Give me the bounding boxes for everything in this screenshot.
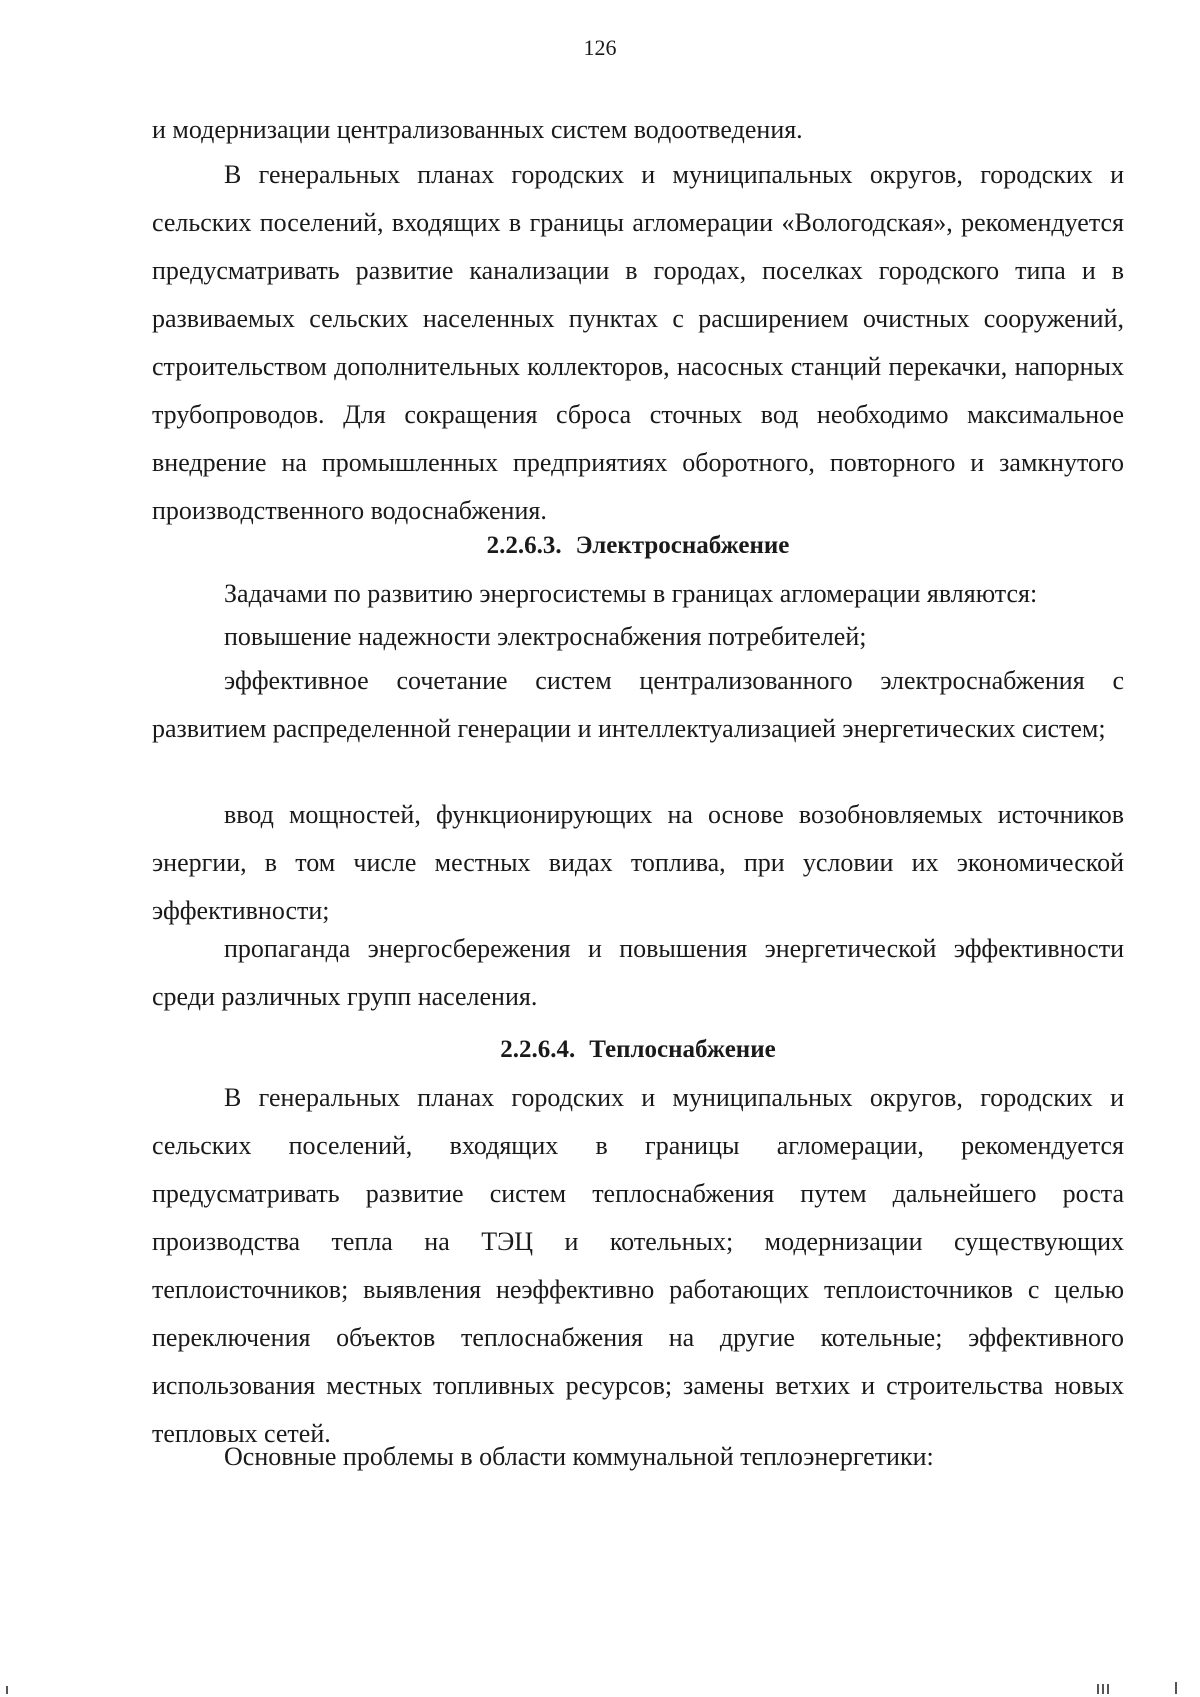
scan-artifact: [6, 1686, 8, 1694]
list-item-renewables: ввод мощностей, функционирующих на основе возобновляемых источников энергии, в том числе местных видах топлива, при условии их экономической эффективности;: [152, 800, 1124, 925]
scan-artifact: [1107, 1684, 1109, 1694]
paragraph-energy-tasks: Задачами по развитию энергосистемы в границах агломерации являются:: [224, 579, 1038, 608]
page-number: 126: [583, 35, 617, 60]
list-item-combination: эффективное сочетание систем централизованного электроснабжения с развитием распределенной генерации и интеллектуализацией энергетических систем;: [152, 666, 1124, 743]
scan-artifact: [1175, 1682, 1177, 1694]
section-number: 2.2.6.4.: [500, 1036, 576, 1063]
section-heading-heat: [152, 1030, 1124, 1070]
scan-artifact: [1102, 1684, 1104, 1694]
paragraph-sewerage: В генеральных планах городских и муниципальных округов, городских и сельских поселений, входящих в границы агломерации «Вологодская», рекомендуется предусматривать развитие канализации в городах, поселках городского типа и в развиваемых сельских населенных пунктах с расширением очистных сооружений, строительством дополнительных коллекторов, насосных станций перекачки, напорных трубопроводов. Для сокращения сброса сточных вод необходимо максимальное внедрение на промышленных предприятиях оборотного, повторного и замкнутого производственного водоснабжения.: [152, 160, 1124, 525]
section-title: Теплоснабжение: [589, 1036, 776, 1063]
scan-artifact: [1097, 1684, 1099, 1694]
section-number: 2.2.6.3.: [486, 532, 562, 559]
section-title: Электроснабжение: [575, 532, 790, 559]
paragraph-sewerage-continuation: и модернизации централизованных систем водоотведения.: [152, 115, 803, 144]
list-item-reliability: повышение надежности электроснабжения потребителей;: [224, 622, 867, 651]
paragraph-heat-supply: В генеральных планах городских и муниципальных округов, городских и сельских поселений, входящих в границы агломерации, рекомендуется предусматривать развитие систем теплоснабжения путем дальнейшего роста производства тепла на ТЭЦ и котельных; модернизации существующих теплоисточников; выявления неэффективно работающих теплоисточников с целью переключения объектов теплоснабжения на другие котельные; эффективного использования местных топливных ресурсов; замены ветхих и строительства новых тепловых сетей.: [152, 1083, 1124, 1448]
list-item-propaganda: пропаганда энергосбережения и повышения энергетической эффективности среди различных групп населения.: [152, 934, 1124, 1011]
paragraph-heat-problems: Основные проблемы в области коммунальной теплоэнергетики:: [224, 1442, 934, 1471]
section-heading-electricity: [152, 526, 1124, 566]
